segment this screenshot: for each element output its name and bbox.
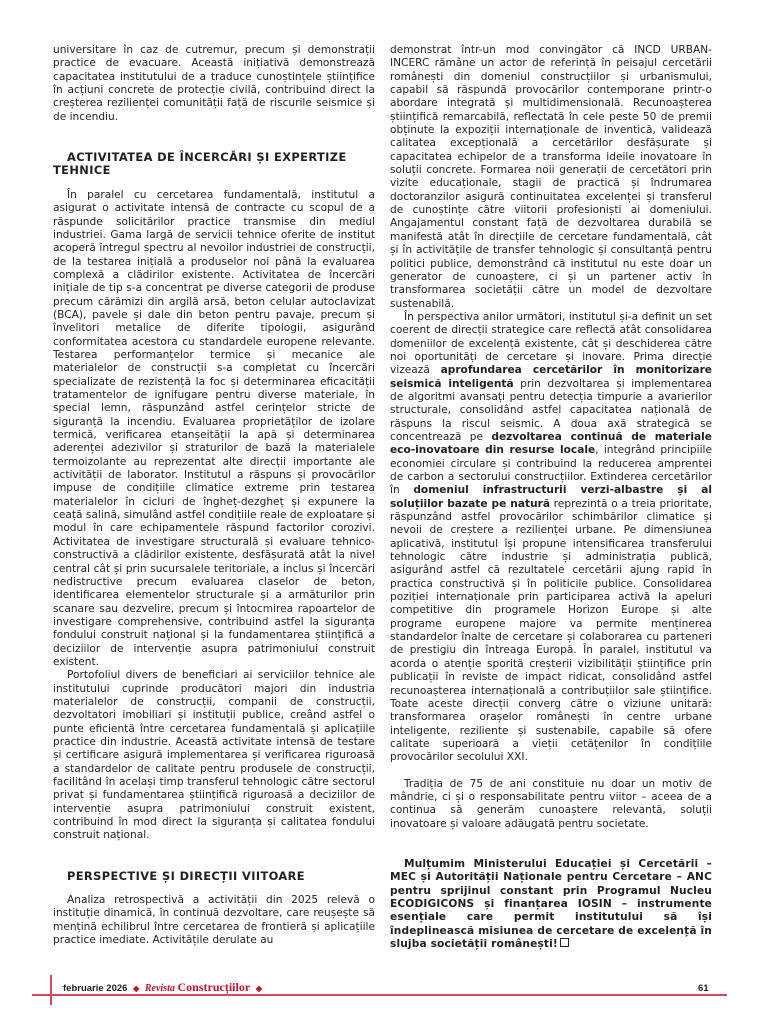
strategy-highlight-seismic: aprofundarea cercetărilor în monitorizare seismică inteligentă bbox=[390, 364, 712, 390]
strategy-highlight-materials: dezvoltarea continuă de materiale eco-inovatoare din resurse locale bbox=[390, 430, 712, 457]
strategy-paragraph bbox=[390, 311, 712, 765]
continued-paragraph: demonstrat într-un mod convingător că INCD URBAN-INCERC rămâne un actor de referință în peisajul cercetării românești din domeniul construcțiilor și urbanismului, capabil să răspundă provocărilor contemporane printr-o abordare integrată și multidimensională. Recunoașterea științifică remarcabilă, reflectată în cele peste 50 de premii obținute la expoziții internaționale de inventică, validează calitatea excepțională a cercetărilor desfășurate și capacitatea echipelor de a transforma ideile inovatoare în soluții concrete. Formarea noii generații de cercetători prin vizite educaționale, stagii de practică și îndrumarea doctoranzilor asigură continuitatea excelenței și transferul de cunoștințe către viitorii profesioniști ai domeniului. Angajamentul constant față de dezvoltarea durabilă se manifestă atât în direcțiile de cercetare fundamentală, cât și în activitățile de transfer tehnologic și consultanță pentru politici publice, demonstrând că institutul nu este doar un generator de cunoaștere, ci și un partener activ în transformarea societății către un model de dezvoltare sustenabilă. bbox=[390, 44, 712, 310]
end-mark-icon bbox=[560, 938, 569, 947]
intro-paragraph: universitare în caz de cutremur, precum și demonstrații practice de evacuare. Această inițiativă demonstrează capacitatea institutului de a traduce cunoștințele științifice în acțiuni concrete de protecție civilă, contribuind direct la creșterea rezilienței comunității față de riscurile seismice și de incendiu. bbox=[53, 44, 375, 123]
strategy-highlight-green-blue: domeniul infrastructurii verzi-albastre și al soluțiilor bazate pe natură bbox=[390, 484, 712, 510]
testing-paragraph-1: În paralel cu cercetarea fundamentală, institutul a asigurat o activitate intensă de contracte cu scopul de a răspunde solicitărilor practice transmise din mediul industriei. Gama largă de servicii tehnice oferite de institut acoperă întregul spectru al nevoilor industriei de construcții, de la testarea inițială a produselor noi până la evaluarea complexă a clădirilor existente. Activitatea de încercări inițiale de tip s-a concentrat pe diverse categorii de produse precum cărămizi din argilă arsă, beton celular autoclavizat (BCA), pavele și dale din beton pentru pavaje, precum și învelitori metalice de diferite tipologii, asigurând conformitatea acestora cu standardele europene relevante. Testarea performanțelor termice și mecanice ale materialelor de construcții s-a completat cu încercări specializate de rezistență la foc și determinarea eficacității tratamentelor de ignifugare pentru diverse materiale, în special lemn, răspunzând astfel cerințelor stricte de siguranță la incendiu. Evaluarea proprietăților de izolare termică, verificarea etanșeității la apă și determinarea aderenței adezivilor și straturilor de bază la materialele termoizolante au reprezentat alte direcții importante ale activității de laborator. Institutul a răspuns și provocărilor impuse de condițiile climatice extreme prin testarea materialelor în cicluri de îngheț-dezgheț și expunere la ceață salină, simulând astfel condițiile reale de exploatare și modul în care echipamentele răspund factorilor corozivi. Activitatea de investigare structurală și evaluare tehnico-constructivă a clădirilor existente, desfășurată atât la nivel central cât și prin sucursalele teritoriale, a inclus și încercări nedistructive precum evaluarea claselor de beton, identificarea elementelor structurale și a armăturilor prin scanare sau dezvelire, precum și întocmirea rapoartelor de investigare comprehensive, contribuind astfel la siguranța fondului construit național și la fundamentarea științifică a deciziilor de intervenție asupra patrimoniului construit existent. bbox=[53, 188, 375, 668]
strategy-text: În perspectiva anilor următori, institutul și-a definit un set coerent de direcții strategice care reflectă atât consolidarea domeniilor de excelență existente, cât și deschiderea către noi oportunități de cercetare și inovare. Prima direcție vizează bbox=[390, 310, 712, 377]
footer-issue bbox=[63, 980, 265, 995]
right-column bbox=[390, 44, 712, 951]
tradition-paragraph: Tradiția de 75 de ani constituie nu doar un motiv de mândrie, ci și o responsabilitate pentru viitor – aceea de a continua să generăm cunoaștere relevantă, soluții inovatoare și valoare adăugată pentru societate. bbox=[390, 777, 712, 830]
strategy-text: , integrând principiile economiei circulare și contribuind la reducerea amprentei de carbon a sectorului construcțiilor. Extinderea cercetărilor în bbox=[390, 444, 712, 497]
diamond-icon: ◆ bbox=[133, 984, 140, 993]
acknowledgement-paragraph bbox=[390, 858, 712, 951]
footer-magazine-name: Construcțiilor bbox=[177, 980, 251, 994]
acknowledgement-text: Mulțumim Ministerului Educației și Cercetării – MEC și Autorității Naționale pentru Cercetare – ANC pentru sprijinul constant prin Programul Nucleu ECODIGICONS și finanțarea IOSIN – instrumente esențiale care permit institutului să își îndeplinească misiunea de cercetare de excelență în slujba societății românești! bbox=[390, 857, 712, 950]
testing-paragraph-2: Portofoliul divers de beneficiari ai serviciilor tehnice ale institutului cuprinde producători majori din industria materialelor de construcții, companii de construcții, dezvoltatori imobiliari și instituții publice, creând astfel o punte eficientă între cercetarea fundamentală și aplicațiile practice din industrie. Această activitate intensă de testare și certificare asigură implementarea și verificarea riguroasă a standardelor de calitate pentru produsele de construcții, facilitând în același timp transferul tehnologic către sectorul privat și fundamentarea științifică riguroasă a deciziilor de intervenție asupra patrimoniului construit existent, contribuind în mod direct la siguranța și calitatea fondului construit național. bbox=[53, 669, 375, 842]
left-column bbox=[53, 44, 375, 948]
section-heading-testing: ACTIVITATEA DE ÎNCERCĂRI ȘI EXPERTIZE TEHNICE bbox=[53, 150, 347, 178]
diamond-icon: ◆ bbox=[255, 984, 262, 993]
footer-date: februarie 2026 bbox=[63, 983, 128, 994]
section-heading-perspectives: PERSPECTIVE ȘI DIRECȚII VIITOARE bbox=[67, 868, 305, 883]
strategy-text: reprezintă o a treia prioritate, răspunzând astfel provocărilor schimbărilor climatice și nevoii de creștere a rezilienței urbane. Pe dimensiunea aplicativă, institutul își propune intensificarea transferului tehnologic către industrie și administrația publică, asigurând astfel că rezultatele cercetării ajung rapid în practica constructivă și în politicile publice. Consolidarea poziției internaționale prin participarea activă la apeluri competitive din programele Horizon Europe și alte programe europene majore va permite menținerea standardelor înalte de cercetare și colaborarea cu parteneri de prestigiu din întreaga Europă. În paralel, institutul va acorda o atenție sporită creșterii vizibilității științifice prin publicații în reviste de impact ridicat, consolidând astfel recunoașterea internațională a contribuțiilor sale științifice. Toate aceste direcții converg către o viziune unitară: transformarea orașelor românești în centre urbane inteligente, reziliente și sustenabile, capabile să ofere calitate superioară a vieții cetățenilor în condițiile provocărilor secolului XXI. bbox=[390, 497, 712, 764]
page-number: 61 bbox=[698, 983, 709, 994]
footer-vertical-rule bbox=[50, 975, 52, 1005]
strategy-text: prin dezvoltarea și implementarea de algoritmi avansați pentru detecția timpurie a avarierilor structurale, consolidând astfel capacitatea națională de răspuns la riscul seismic. A doua axă strategică se concentrează pe bbox=[390, 377, 712, 443]
footer-magazine-script: Revista bbox=[144, 983, 175, 994]
perspectives-paragraph-1: Analiza retrospectivă a activității din 2025 relevă o instituție dinamică, în continuă dezvoltare, care reușește să mențină echilibrul între cercetarea de frontieră și aplicațiile practice imediate. Activitățile derulate au bbox=[53, 894, 375, 947]
